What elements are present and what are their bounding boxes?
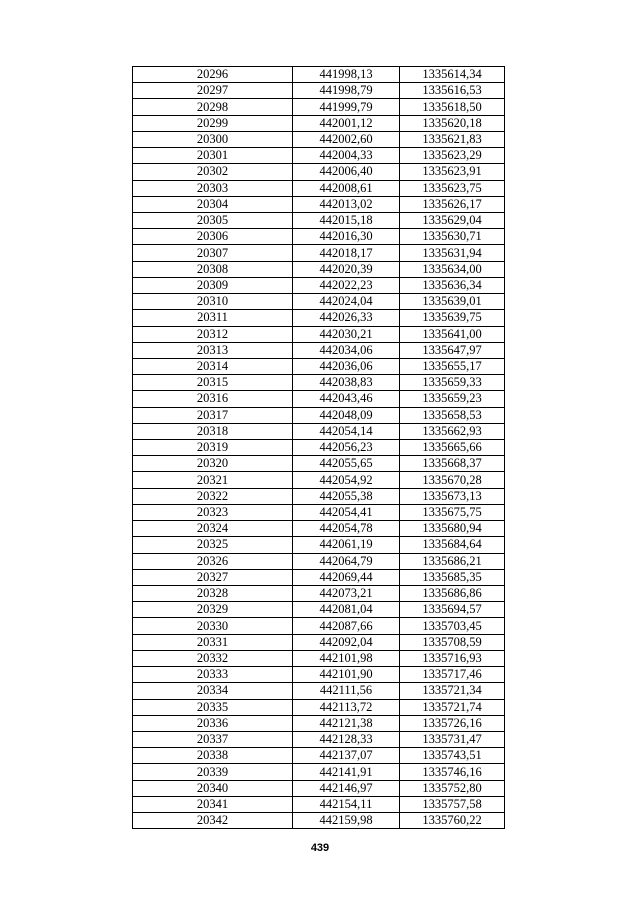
point-number-cell: 20315	[133, 375, 293, 391]
table-row	[133, 83, 505, 99]
y-coordinate-cell: 1335703,45	[400, 618, 505, 634]
point-number-cell: 20319	[133, 440, 293, 456]
table-row	[133, 358, 505, 374]
table-row	[133, 764, 505, 780]
point-number-cell: 20328	[133, 586, 293, 602]
x-coordinate-cell: 442006,40	[293, 164, 400, 180]
y-coordinate-cell: 1335626,17	[400, 196, 505, 212]
table-row	[133, 326, 505, 342]
x-coordinate-cell: 441998,79	[293, 83, 400, 99]
table-row	[133, 115, 505, 131]
point-number-cell: 20312	[133, 326, 293, 342]
table-row	[133, 131, 505, 147]
y-coordinate-cell: 1335717,46	[400, 667, 505, 683]
y-coordinate-cell: 1335621,83	[400, 131, 505, 147]
y-coordinate-cell: 1335685,35	[400, 569, 505, 585]
table-row	[133, 245, 505, 261]
y-coordinate-cell: 1335641,00	[400, 326, 505, 342]
point-number-cell: 20323	[133, 504, 293, 520]
table-row	[133, 294, 505, 310]
point-number-cell: 20338	[133, 748, 293, 764]
table-row	[133, 67, 505, 83]
x-coordinate-cell: 442128,33	[293, 731, 400, 747]
page-number: 439	[310, 842, 330, 854]
y-coordinate-cell: 1335746,16	[400, 764, 505, 780]
y-coordinate-cell: 1335757,58	[400, 796, 505, 812]
y-coordinate-cell: 1335659,33	[400, 375, 505, 391]
x-coordinate-cell: 442002,60	[293, 131, 400, 147]
x-coordinate-cell: 442015,18	[293, 212, 400, 228]
point-number-cell: 20296	[133, 67, 293, 83]
x-coordinate-cell: 442026,33	[293, 310, 400, 326]
x-coordinate-cell: 442159,98	[293, 813, 400, 829]
table-row	[133, 553, 505, 569]
point-number-cell: 20316	[133, 391, 293, 407]
point-number-cell: 20329	[133, 602, 293, 618]
table-row	[133, 212, 505, 228]
y-coordinate-cell: 1335675,75	[400, 504, 505, 520]
point-number-cell: 20322	[133, 488, 293, 504]
y-coordinate-cell: 1335659,23	[400, 391, 505, 407]
y-coordinate-cell: 1335684,64	[400, 537, 505, 553]
table-row	[133, 521, 505, 537]
x-coordinate-cell: 442054,14	[293, 423, 400, 439]
table-row	[133, 683, 505, 699]
point-number-cell: 20337	[133, 731, 293, 747]
x-coordinate-cell: 442016,30	[293, 229, 400, 245]
y-coordinate-cell: 1335623,29	[400, 148, 505, 164]
x-coordinate-cell: 442020,39	[293, 261, 400, 277]
y-coordinate-cell: 1335639,75	[400, 310, 505, 326]
table-row	[133, 277, 505, 293]
x-coordinate-cell: 442064,79	[293, 553, 400, 569]
table-row	[133, 261, 505, 277]
x-coordinate-cell: 442024,04	[293, 294, 400, 310]
table-row	[133, 164, 505, 180]
table-row	[133, 602, 505, 618]
point-number-cell: 20309	[133, 277, 293, 293]
table-row	[133, 229, 505, 245]
point-number-cell: 20298	[133, 99, 293, 115]
y-coordinate-cell: 1335665,66	[400, 440, 505, 456]
x-coordinate-cell: 442054,92	[293, 472, 400, 488]
y-coordinate-cell: 1335760,22	[400, 813, 505, 829]
x-coordinate-cell: 442013,02	[293, 196, 400, 212]
y-coordinate-cell: 1335623,91	[400, 164, 505, 180]
y-coordinate-cell: 1335636,34	[400, 277, 505, 293]
table-row	[133, 780, 505, 796]
x-coordinate-cell: 441998,13	[293, 67, 400, 83]
table-row	[133, 310, 505, 326]
point-number-cell: 20299	[133, 115, 293, 131]
table-row	[133, 391, 505, 407]
x-coordinate-cell: 442081,04	[293, 602, 400, 618]
x-coordinate-cell: 442101,90	[293, 667, 400, 683]
coordinates-table	[132, 66, 505, 829]
x-coordinate-cell: 442043,46	[293, 391, 400, 407]
y-coordinate-cell: 1335655,17	[400, 358, 505, 374]
point-number-cell: 20297	[133, 83, 293, 99]
y-coordinate-cell: 1335686,21	[400, 553, 505, 569]
point-number-cell: 20339	[133, 764, 293, 780]
x-coordinate-cell: 442111,56	[293, 683, 400, 699]
table-row	[133, 407, 505, 423]
y-coordinate-cell: 1335731,47	[400, 731, 505, 747]
y-coordinate-cell: 1335616,53	[400, 83, 505, 99]
x-coordinate-cell: 442146,97	[293, 780, 400, 796]
x-coordinate-cell: 442034,06	[293, 342, 400, 358]
table-row	[133, 731, 505, 747]
table-row	[133, 423, 505, 439]
point-number-cell: 20305	[133, 212, 293, 228]
y-coordinate-cell: 1335639,01	[400, 294, 505, 310]
x-coordinate-cell: 442154,11	[293, 796, 400, 812]
table-row	[133, 537, 505, 553]
table-row	[133, 634, 505, 650]
coordinates-table-body	[133, 67, 505, 829]
point-number-cell: 20308	[133, 261, 293, 277]
table-row	[133, 715, 505, 731]
x-coordinate-cell: 442054,41	[293, 504, 400, 520]
y-coordinate-cell: 1335618,50	[400, 99, 505, 115]
x-coordinate-cell: 442141,91	[293, 764, 400, 780]
point-number-cell: 20304	[133, 196, 293, 212]
x-coordinate-cell: 441999,79	[293, 99, 400, 115]
x-coordinate-cell: 442054,78	[293, 521, 400, 537]
table-row	[133, 504, 505, 520]
table-row	[133, 569, 505, 585]
x-coordinate-cell: 442018,17	[293, 245, 400, 261]
y-coordinate-cell: 1335630,71	[400, 229, 505, 245]
point-number-cell: 20307	[133, 245, 293, 261]
table-row	[133, 99, 505, 115]
point-number-cell: 20303	[133, 180, 293, 196]
point-number-cell: 20313	[133, 342, 293, 358]
y-coordinate-cell: 1335631,94	[400, 245, 505, 261]
y-coordinate-cell: 1335668,37	[400, 456, 505, 472]
x-coordinate-cell: 442137,07	[293, 748, 400, 764]
x-coordinate-cell: 442001,12	[293, 115, 400, 131]
x-coordinate-cell: 442030,21	[293, 326, 400, 342]
table-row	[133, 180, 505, 196]
y-coordinate-cell: 1335620,18	[400, 115, 505, 131]
x-coordinate-cell: 442038,83	[293, 375, 400, 391]
point-number-cell: 20331	[133, 634, 293, 650]
y-coordinate-cell: 1335680,94	[400, 521, 505, 537]
point-number-cell: 20314	[133, 358, 293, 374]
x-coordinate-cell: 442073,21	[293, 586, 400, 602]
y-coordinate-cell: 1335629,04	[400, 212, 505, 228]
point-number-cell: 20301	[133, 148, 293, 164]
y-coordinate-cell: 1335623,75	[400, 180, 505, 196]
point-number-cell: 20310	[133, 294, 293, 310]
x-coordinate-cell: 442113,72	[293, 699, 400, 715]
point-number-cell: 20318	[133, 423, 293, 439]
table-row	[133, 748, 505, 764]
table-row	[133, 342, 505, 358]
point-number-cell: 20330	[133, 618, 293, 634]
point-number-cell: 20306	[133, 229, 293, 245]
y-coordinate-cell: 1335670,28	[400, 472, 505, 488]
table-row	[133, 650, 505, 666]
table-row	[133, 699, 505, 715]
table-row	[133, 196, 505, 212]
table-row	[133, 796, 505, 812]
point-number-cell: 20321	[133, 472, 293, 488]
table-row	[133, 472, 505, 488]
table-row	[133, 456, 505, 472]
point-number-cell: 20333	[133, 667, 293, 683]
point-number-cell: 20335	[133, 699, 293, 715]
y-coordinate-cell: 1335694,57	[400, 602, 505, 618]
y-coordinate-cell: 1335721,74	[400, 699, 505, 715]
point-number-cell: 20327	[133, 569, 293, 585]
y-coordinate-cell: 1335634,00	[400, 261, 505, 277]
x-coordinate-cell: 442036,06	[293, 358, 400, 374]
point-number-cell: 20317	[133, 407, 293, 423]
x-coordinate-cell: 442008,61	[293, 180, 400, 196]
point-number-cell: 20325	[133, 537, 293, 553]
x-coordinate-cell: 442022,23	[293, 277, 400, 293]
x-coordinate-cell: 442087,66	[293, 618, 400, 634]
y-coordinate-cell: 1335721,34	[400, 683, 505, 699]
x-coordinate-cell: 442056,23	[293, 440, 400, 456]
point-number-cell: 20340	[133, 780, 293, 796]
table-row	[133, 667, 505, 683]
table-row	[133, 586, 505, 602]
point-number-cell: 20300	[133, 131, 293, 147]
table-row	[133, 813, 505, 829]
point-number-cell: 20324	[133, 521, 293, 537]
y-coordinate-cell: 1335752,80	[400, 780, 505, 796]
y-coordinate-cell: 1335658,53	[400, 407, 505, 423]
y-coordinate-cell: 1335686,86	[400, 586, 505, 602]
point-number-cell: 20334	[133, 683, 293, 699]
x-coordinate-cell: 442048,09	[293, 407, 400, 423]
x-coordinate-cell: 442121,38	[293, 715, 400, 731]
table-row	[133, 488, 505, 504]
table-row	[133, 148, 505, 164]
y-coordinate-cell: 1335708,59	[400, 634, 505, 650]
point-number-cell: 20326	[133, 553, 293, 569]
y-coordinate-cell: 1335673,13	[400, 488, 505, 504]
y-coordinate-cell: 1335647,97	[400, 342, 505, 358]
y-coordinate-cell: 1335726,16	[400, 715, 505, 731]
x-coordinate-cell: 442004,33	[293, 148, 400, 164]
point-number-cell: 20332	[133, 650, 293, 666]
x-coordinate-cell: 442069,44	[293, 569, 400, 585]
point-number-cell: 20302	[133, 164, 293, 180]
x-coordinate-cell: 442055,65	[293, 456, 400, 472]
table-row	[133, 440, 505, 456]
x-coordinate-cell: 442061,19	[293, 537, 400, 553]
table-row	[133, 375, 505, 391]
table-row	[133, 618, 505, 634]
point-number-cell: 20320	[133, 456, 293, 472]
x-coordinate-cell: 442092,04	[293, 634, 400, 650]
y-coordinate-cell: 1335743,51	[400, 748, 505, 764]
x-coordinate-cell: 442055,38	[293, 488, 400, 504]
point-number-cell: 20341	[133, 796, 293, 812]
point-number-cell: 20311	[133, 310, 293, 326]
y-coordinate-cell: 1335614,34	[400, 67, 505, 83]
point-number-cell: 20342	[133, 813, 293, 829]
y-coordinate-cell: 1335716,93	[400, 650, 505, 666]
y-coordinate-cell: 1335662,93	[400, 423, 505, 439]
point-number-cell: 20336	[133, 715, 293, 731]
x-coordinate-cell: 442101,98	[293, 650, 400, 666]
